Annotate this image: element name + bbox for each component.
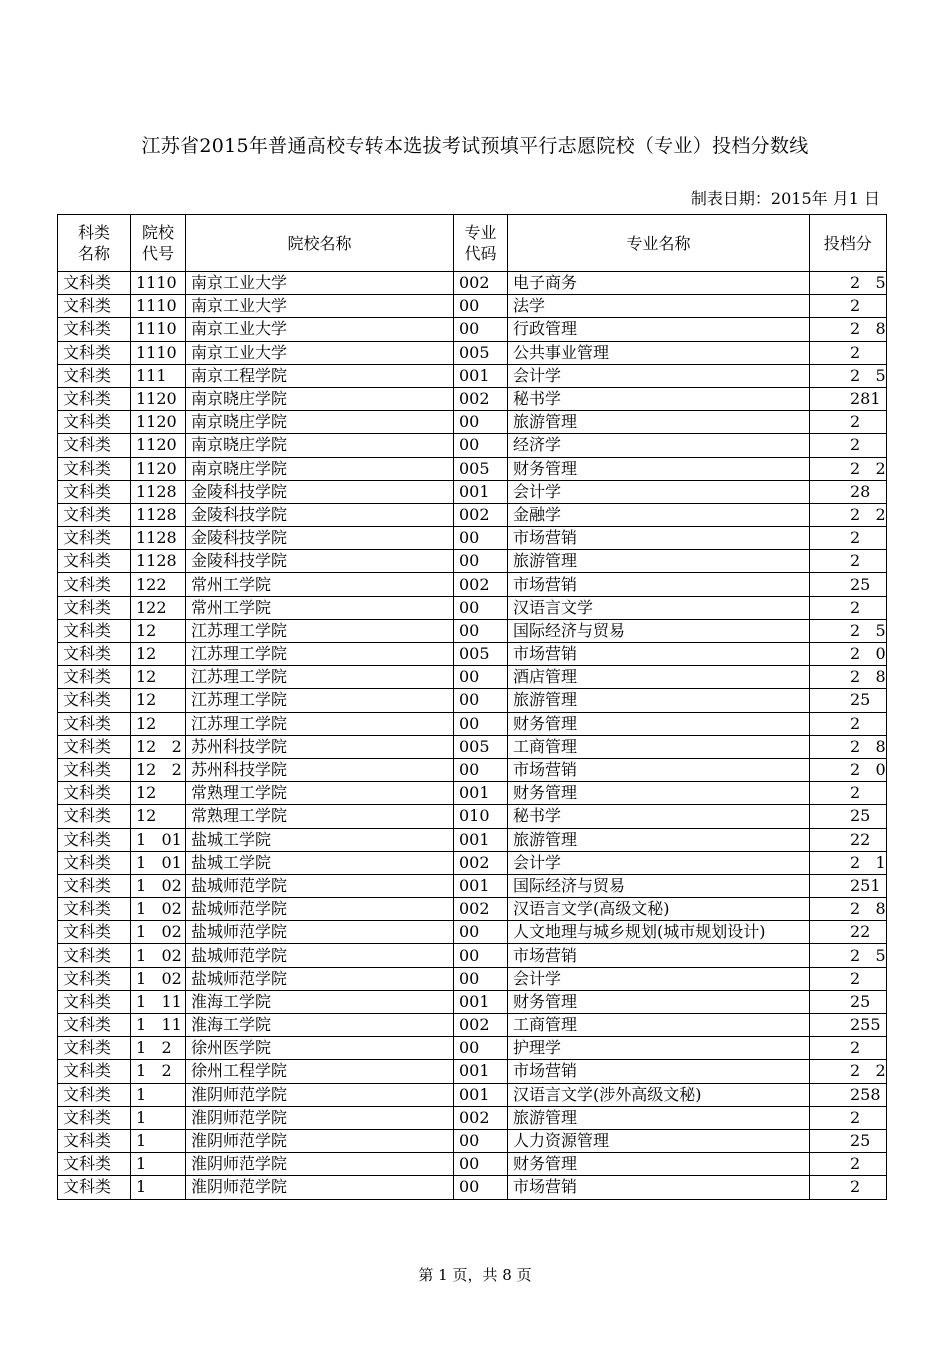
cell-score: 2 0 (810, 643, 887, 666)
table-row (58, 1060, 887, 1083)
cell-major-name: 金融学 (508, 503, 810, 526)
cell-major-code: 002 (454, 272, 508, 295)
table-row (58, 1176, 887, 1199)
cell-school-name: 盐城师范学院 (186, 967, 454, 990)
cell-school-name: 金陵科技学院 (186, 480, 454, 503)
table-row (58, 666, 887, 689)
cell-score: 2 5 (810, 364, 887, 387)
cell-major-code: 001 (454, 828, 508, 851)
cell-major-code: 00 (454, 666, 508, 689)
cell-category: 文科类 (58, 411, 131, 434)
cell-school-name: 苏州科技学院 (186, 758, 454, 781)
cell-major-code: 002 (454, 898, 508, 921)
cell-category: 文科类 (58, 527, 131, 550)
cell-major-name: 酒店管理 (508, 666, 810, 689)
cell-school-code: 1 (131, 1083, 186, 1106)
cell-major-code: 002 (454, 573, 508, 596)
cell-major-code: 00 (454, 1176, 508, 1199)
header-score: 投档分 (810, 215, 887, 272)
cell-category: 文科类 (58, 712, 131, 735)
cell-score: 2 (810, 434, 887, 457)
table-row (58, 387, 887, 410)
table-row (58, 1153, 887, 1176)
cell-category: 文科类 (58, 898, 131, 921)
cell-major-code: 00 (454, 967, 508, 990)
cell-school-code: 12 (131, 805, 186, 828)
cell-school-name: 江苏理工学院 (186, 619, 454, 642)
cell-category: 文科类 (58, 364, 131, 387)
table-row (58, 921, 887, 944)
cell-major-code: 00 (454, 1129, 508, 1152)
cell-school-name: 江苏理工学院 (186, 689, 454, 712)
cell-major-code: 001 (454, 480, 508, 503)
cell-school-name: 江苏理工学院 (186, 712, 454, 735)
cell-school-name: 南京工程学院 (186, 364, 454, 387)
cell-score: 2 8 (810, 666, 887, 689)
cell-category: 文科类 (58, 666, 131, 689)
table-row (58, 1037, 887, 1060)
cell-major-code: 005 (454, 457, 508, 480)
table-row (58, 990, 887, 1013)
table-row (58, 1014, 887, 1037)
cell-school-code: 1 11 (131, 1014, 186, 1037)
cell-major-name: 财务管理 (508, 782, 810, 805)
cell-major-name: 法学 (508, 295, 810, 318)
table-row (58, 434, 887, 457)
cell-school-code: 1120 (131, 457, 186, 480)
cell-school-name: 南京晓庄学院 (186, 457, 454, 480)
cell-major-name: 市场营销 (508, 1060, 810, 1083)
cell-major-name: 财务管理 (508, 990, 810, 1013)
cell-category: 文科类 (58, 921, 131, 944)
cell-school-code: 1 02 (131, 874, 186, 897)
cell-category: 文科类 (58, 318, 131, 341)
cell-category: 文科类 (58, 689, 131, 712)
cell-major-name: 会计学 (508, 364, 810, 387)
cell-school-name: 徐州医学院 (186, 1037, 454, 1060)
cell-major-code: 00 (454, 1153, 508, 1176)
cell-score: 25 (810, 990, 887, 1013)
table-row (58, 805, 887, 828)
cell-score: 2 (810, 1153, 887, 1176)
header-category: 科类名称 (58, 215, 131, 272)
cell-major-code: 00 (454, 712, 508, 735)
cell-score: 2 (810, 1106, 887, 1129)
cell-major-code: 001 (454, 1083, 508, 1106)
cell-score: 2 8 (810, 735, 887, 758)
cell-major-code: 00 (454, 596, 508, 619)
table-row (58, 758, 887, 781)
cell-major-name: 市场营销 (508, 944, 810, 967)
header-major-code: 专业代码 (454, 215, 508, 272)
cell-school-name: 南京工业大学 (186, 341, 454, 364)
cell-school-name: 江苏理工学院 (186, 643, 454, 666)
cell-score: 2 (810, 596, 887, 619)
table-row (58, 457, 887, 480)
table-row (58, 503, 887, 526)
cell-school-name: 常熟理工学院 (186, 782, 454, 805)
cell-school-name: 南京工业大学 (186, 295, 454, 318)
cell-category: 文科类 (58, 387, 131, 410)
cell-school-code: 12 (131, 712, 186, 735)
cell-major-name: 经济学 (508, 434, 810, 457)
table-row (58, 1129, 887, 1152)
cell-school-name: 常熟理工学院 (186, 805, 454, 828)
cell-category: 文科类 (58, 1129, 131, 1152)
cell-category: 文科类 (58, 573, 131, 596)
cell-category: 文科类 (58, 341, 131, 364)
cell-major-name: 旅游管理 (508, 828, 810, 851)
cell-major-name: 旅游管理 (508, 411, 810, 434)
cell-major-code: 00 (454, 944, 508, 967)
cell-category: 文科类 (58, 1037, 131, 1060)
cell-school-name: 南京晓庄学院 (186, 387, 454, 410)
cell-score: 258 (810, 1083, 887, 1106)
cell-major-name: 秘书学 (508, 805, 810, 828)
cell-school-name: 盐城工学院 (186, 828, 454, 851)
table-row (58, 1106, 887, 1129)
cell-school-name: 金陵科技学院 (186, 550, 454, 573)
cell-category: 文科类 (58, 550, 131, 573)
cell-major-name: 公共事业管理 (508, 341, 810, 364)
cell-school-code: 1110 (131, 272, 186, 295)
cell-major-name: 护理学 (508, 1037, 810, 1060)
cell-major-code: 00 (454, 411, 508, 434)
header-major-name: 专业名称 (508, 215, 810, 272)
cell-school-name: 南京晓庄学院 (186, 434, 454, 457)
cell-school-code: 12 (131, 619, 186, 642)
table-row (58, 527, 887, 550)
cell-category: 文科类 (58, 434, 131, 457)
cell-school-code: 122 (131, 596, 186, 619)
cell-school-code: 1110 (131, 318, 186, 341)
table-row (58, 272, 887, 295)
cell-school-code: 1 01 (131, 828, 186, 851)
date-line: 制表日期：2015年 月1 日 (690, 189, 880, 208)
cell-school-name: 盐城师范学院 (186, 921, 454, 944)
cell-school-name: 淮阴师范学院 (186, 1129, 454, 1152)
cell-major-code: 005 (454, 643, 508, 666)
cell-category: 文科类 (58, 457, 131, 480)
cell-major-code: 00 (454, 527, 508, 550)
cell-school-code: 1120 (131, 411, 186, 434)
cell-score: 2 1 (810, 851, 887, 874)
cell-school-name: 南京工业大学 (186, 318, 454, 341)
cell-school-code: 1 02 (131, 921, 186, 944)
cell-major-code: 00 (454, 619, 508, 642)
cell-score: 2 5 (810, 619, 887, 642)
cell-school-name: 苏州科技学院 (186, 735, 454, 758)
cell-major-name: 国际经济与贸易 (508, 619, 810, 642)
table-row (58, 364, 887, 387)
table-row (58, 944, 887, 967)
cell-score: 2 (810, 1037, 887, 1060)
cell-school-name: 徐州工程学院 (186, 1060, 454, 1083)
cell-score: 2 (810, 1176, 887, 1199)
cell-major-code: 002 (454, 1014, 508, 1037)
cell-major-name: 工商管理 (508, 1014, 810, 1037)
cell-category: 文科类 (58, 851, 131, 874)
cell-school-code: 1 02 (131, 967, 186, 990)
cell-major-name: 财务管理 (508, 712, 810, 735)
cell-major-name: 工商管理 (508, 735, 810, 758)
cell-major-code: 00 (454, 434, 508, 457)
cell-category: 文科类 (58, 758, 131, 781)
cell-school-code: 1 (131, 1106, 186, 1129)
cell-major-code: 001 (454, 874, 508, 897)
cell-score: 2 5 (810, 272, 887, 295)
cell-category: 文科类 (58, 1153, 131, 1176)
cell-school-name: 盐城师范学院 (186, 944, 454, 967)
cell-school-code: 1110 (131, 295, 186, 318)
cell-school-code: 1110 (131, 341, 186, 364)
cell-category: 文科类 (58, 782, 131, 805)
cell-major-name: 汉语言文学(高级文秘) (508, 898, 810, 921)
table-row (58, 573, 887, 596)
cell-school-name: 淮阴师范学院 (186, 1083, 454, 1106)
cell-major-name: 财务管理 (508, 1153, 810, 1176)
cell-school-code: 1128 (131, 527, 186, 550)
cell-score: 2 (810, 411, 887, 434)
cell-major-name: 财务管理 (508, 457, 810, 480)
table-row (58, 318, 887, 341)
cell-score: 2 (810, 341, 887, 364)
cell-school-code: 1 01 (131, 851, 186, 874)
table-row (58, 735, 887, 758)
cell-school-code: 1 02 (131, 898, 186, 921)
cell-major-code: 00 (454, 295, 508, 318)
cell-score: 281 (810, 387, 887, 410)
cell-major-name: 秘书学 (508, 387, 810, 410)
cell-score: 2 (810, 527, 887, 550)
table-row (58, 619, 887, 642)
cell-major-name: 旅游管理 (508, 550, 810, 573)
cell-school-code: 1128 (131, 550, 186, 573)
cell-school-code: 1 2 (131, 1060, 186, 1083)
table-row (58, 874, 887, 897)
cell-major-name: 会计学 (508, 480, 810, 503)
table-row (58, 295, 887, 318)
cell-school-name: 江苏理工学院 (186, 666, 454, 689)
cell-major-code: 00 (454, 758, 508, 781)
cell-major-name: 汉语言文学(涉外高级文秘) (508, 1083, 810, 1106)
cell-major-name: 汉语言文学 (508, 596, 810, 619)
cell-score: 2 (810, 782, 887, 805)
cell-major-name: 市场营销 (508, 758, 810, 781)
cell-category: 文科类 (58, 990, 131, 1013)
cell-major-code: 00 (454, 689, 508, 712)
table-row (58, 596, 887, 619)
table-row (58, 851, 887, 874)
cell-category: 文科类 (58, 805, 131, 828)
cell-school-code: 111 (131, 364, 186, 387)
cell-major-code: 005 (454, 735, 508, 758)
cell-major-code: 001 (454, 364, 508, 387)
cell-category: 文科类 (58, 619, 131, 642)
cell-category: 文科类 (58, 1060, 131, 1083)
table-row (58, 898, 887, 921)
cell-major-code: 002 (454, 387, 508, 410)
cell-category: 文科类 (58, 944, 131, 967)
table-row (58, 480, 887, 503)
cell-major-name: 人文地理与城乡规划(城市规划设计) (508, 921, 810, 944)
cell-score: 2 2 (810, 1060, 887, 1083)
cell-category: 文科类 (58, 596, 131, 619)
cell-score: 2 8 (810, 898, 887, 921)
score-table (57, 214, 887, 1200)
cell-score: 2 (810, 712, 887, 735)
cell-school-name: 淮阴师范学院 (186, 1106, 454, 1129)
cell-school-code: 1128 (131, 503, 186, 526)
cell-school-code: 1120 (131, 434, 186, 457)
cell-school-code: 1 2 (131, 1037, 186, 1060)
cell-major-name: 行政管理 (508, 318, 810, 341)
cell-school-name: 南京晓庄学院 (186, 411, 454, 434)
cell-score: 22 (810, 828, 887, 851)
cell-school-code: 12 2 (131, 758, 186, 781)
cell-major-name: 会计学 (508, 851, 810, 874)
cell-school-code: 1 (131, 1129, 186, 1152)
cell-score: 25 (810, 1129, 887, 1152)
cell-major-name: 旅游管理 (508, 1106, 810, 1129)
cell-major-code: 001 (454, 782, 508, 805)
cell-major-name: 市场营销 (508, 1176, 810, 1199)
cell-major-code: 00 (454, 318, 508, 341)
cell-category: 文科类 (58, 480, 131, 503)
cell-major-name: 旅游管理 (508, 689, 810, 712)
cell-category: 文科类 (58, 643, 131, 666)
table-row (58, 828, 887, 851)
cell-score: 28 (810, 480, 887, 503)
cell-major-code: 00 (454, 921, 508, 944)
table-row (58, 967, 887, 990)
cell-category: 文科类 (58, 1083, 131, 1106)
page-footer: 第 1 页，共 8 页 (418, 1266, 532, 1284)
cell-school-code: 12 2 (131, 735, 186, 758)
cell-score: 251 (810, 874, 887, 897)
cell-major-code: 002 (454, 503, 508, 526)
cell-school-name: 淮阴师范学院 (186, 1176, 454, 1199)
cell-school-code: 1 11 (131, 990, 186, 1013)
cell-school-name: 淮海工学院 (186, 990, 454, 1013)
table-row (58, 782, 887, 805)
cell-school-name: 常州工学院 (186, 596, 454, 619)
cell-school-code: 12 (131, 666, 186, 689)
cell-major-name: 电子商务 (508, 272, 810, 295)
cell-score: 255 (810, 1014, 887, 1037)
cell-category: 文科类 (58, 735, 131, 758)
cell-school-code: 1 02 (131, 944, 186, 967)
cell-category: 文科类 (58, 1176, 131, 1199)
cell-category: 文科类 (58, 967, 131, 990)
table-row (58, 689, 887, 712)
cell-school-code: 12 (131, 643, 186, 666)
table-row (58, 1083, 887, 1106)
table-header (58, 215, 887, 272)
cell-school-name: 淮海工学院 (186, 1014, 454, 1037)
cell-major-name: 国际经济与贸易 (508, 874, 810, 897)
cell-score: 25 (810, 805, 887, 828)
cell-school-code: 122 (131, 573, 186, 596)
cell-score: 2 (810, 550, 887, 573)
cell-score: 2 2 (810, 503, 887, 526)
cell-score: 2 2 (810, 457, 887, 480)
cell-school-code: 1128 (131, 480, 186, 503)
header-school-name: 院校名称 (186, 215, 454, 272)
cell-category: 文科类 (58, 828, 131, 851)
cell-major-code: 005 (454, 341, 508, 364)
page-title: 江苏省2015年普通高校专转本选拔考试预填平行志愿院校（专业）投档分数线 (141, 135, 809, 157)
table-row (58, 550, 887, 573)
cell-school-code: 1 (131, 1176, 186, 1199)
table-row (58, 712, 887, 735)
cell-school-name: 常州工学院 (186, 573, 454, 596)
cell-school-code: 1 (131, 1153, 186, 1176)
cell-major-name: 市场营销 (508, 527, 810, 550)
cell-major-code: 00 (454, 550, 508, 573)
cell-school-name: 金陵科技学院 (186, 527, 454, 550)
cell-category: 文科类 (58, 295, 131, 318)
cell-school-code: 1120 (131, 387, 186, 410)
cell-school-name: 金陵科技学院 (186, 503, 454, 526)
cell-major-code: 010 (454, 805, 508, 828)
cell-major-code: 001 (454, 1060, 508, 1083)
cell-score: 2 0 (810, 758, 887, 781)
cell-school-name: 盐城师范学院 (186, 898, 454, 921)
cell-score: 22 (810, 921, 887, 944)
table-row (58, 411, 887, 434)
cell-major-code: 00 (454, 1037, 508, 1060)
cell-category: 文科类 (58, 503, 131, 526)
cell-school-code: 12 (131, 782, 186, 805)
cell-category: 文科类 (58, 1014, 131, 1037)
cell-category: 文科类 (58, 1106, 131, 1129)
cell-major-code: 001 (454, 990, 508, 1013)
cell-major-name: 市场营销 (508, 573, 810, 596)
cell-score: 2 5 (810, 944, 887, 967)
cell-category: 文科类 (58, 874, 131, 897)
cell-major-name: 会计学 (508, 967, 810, 990)
cell-school-name: 盐城师范学院 (186, 874, 454, 897)
cell-major-name: 人力资源管理 (508, 1129, 810, 1152)
table-row (58, 341, 887, 364)
cell-major-name: 市场营销 (508, 643, 810, 666)
cell-score: 2 8 (810, 318, 887, 341)
cell-score: 2 (810, 295, 887, 318)
cell-category: 文科类 (58, 272, 131, 295)
cell-score: 25 (810, 689, 887, 712)
header-school-code: 院校代号 (131, 215, 186, 272)
cell-school-code: 12 (131, 689, 186, 712)
cell-school-name: 淮阴师范学院 (186, 1153, 454, 1176)
cell-major-code: 002 (454, 851, 508, 874)
table-row (58, 643, 887, 666)
cell-score: 25 (810, 573, 887, 596)
cell-school-name: 南京工业大学 (186, 272, 454, 295)
cell-major-code: 002 (454, 1106, 508, 1129)
cell-school-name: 盐城工学院 (186, 851, 454, 874)
cell-score: 2 (810, 967, 887, 990)
